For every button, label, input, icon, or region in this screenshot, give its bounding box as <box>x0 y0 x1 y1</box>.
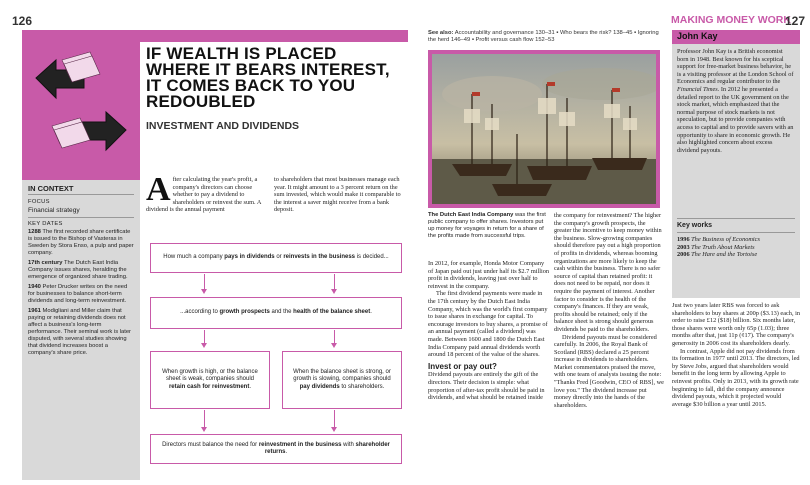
caption-text: was the first public company to offer shares. Investors put up money for voyages in return for a share of the profits made from successful trips. <box>428 212 546 239</box>
section-heading: Invest or pay out? <box>428 361 497 371</box>
focus-label: FOCUS <box>28 199 50 205</box>
subheadline: INVESTMENT AND DIVIDENDS <box>146 120 300 132</box>
key-work: 2003 The Truth About Markets <box>677 243 755 251</box>
painting-ships-image <box>432 54 656 204</box>
key-date-text: The Dutch East India Company issues shares, heralding the emergence of organized share trading. <box>28 260 128 280</box>
flow-box-criteria: ...according to growth prospects and the health of the balance sheet. <box>150 297 402 329</box>
bio-text-italic: Financial Times <box>677 85 718 93</box>
flow-box-balance: Directors must balance the need for reinvestment in the business with shareholder returns. <box>150 434 402 464</box>
flow-box-pay: When the balance sheet is strong, or growth is slowing, companies should pay dividends to shareholders. <box>282 351 402 409</box>
focus-value: Financial strategy <box>28 207 80 214</box>
caption-title: The Dutch East India Company <box>428 212 514 218</box>
divider <box>28 217 134 218</box>
paragraph: the company for reinvestment? The higher the company's growth prospects, the greater the incentive to keep money within the business. Slow-growing companies should therefore pay out a high proportion of profits in dividends, whereas booming organizations are more likely to keep the cash within the business. There is no safer source of capital than retained profit: it does not need to be repaid, nor does it require the payment of interest. Another factor to consider is the health of the company's finances. If they are weak, profits should be retained; only if the balance sheet is strong should generous dividends be paid to the shareholders. <box>554 212 662 333</box>
in-context-title: IN CONTEXT <box>28 184 74 193</box>
key-works-list <box>677 236 795 259</box>
key-dates-label: KEY DATES <box>28 221 63 227</box>
paragraph: In contrast, Apple did not pay dividends from its formation in 1977 until 2013. The directors, led by Steve Jobs, argued that shareholders would benefit in the long term by allowing Apple to reinvest profits. Only in 2013, with its growth rate beginning to fall, did the company announce dividend payouts, which it projected would average $30 billion a year until 2015. <box>672 347 800 408</box>
section-title: MAKING MONEY WORK <box>671 14 791 26</box>
flow-arrow <box>204 274 205 290</box>
paragraph: Dividend payouts are entirely the gift of the directors. Their decision is simple: what proportion of after-tax profit should be paid in dividends, and what should be retained inside <box>428 371 545 402</box>
headline-top-bar <box>140 30 408 42</box>
paragraph: Dividend payouts must be considered carefully. In 2006, the Royal Bank of Scotland (RBS) declared a 25 percent increase in dividends to shareholders. Market commentators praised the move, with one team of analysts issuing the note: "Thanks Fred [Goodwin, CEO of RBS], we love you." The dividend increase put money directly into the hands of the shareholders. <box>554 333 664 409</box>
key-dates-list <box>28 229 134 357</box>
flow-arrow <box>334 274 335 290</box>
page-number-right: 127 <box>785 14 806 28</box>
key-date-year: 1961 <box>28 308 41 314</box>
key-date-text: The first recorded share certificate is issued to the Bishop of Vasteras in Sweden by Stora Enso, a pulp and paper company. <box>28 229 134 256</box>
divider <box>677 218 795 219</box>
intro-column-1 <box>146 171 264 214</box>
intro-column-2: to shareholders that most businesses manage each year. It might amount to a 3 percent return on the sum invested, which would make it comparable to the interest a saver might receive from a bank deposit. <box>274 176 401 214</box>
key-date-year: 17th century <box>28 260 63 266</box>
body-column-2 <box>554 212 664 409</box>
headline-line: WHERE IT BEARS INTEREST, <box>146 60 390 79</box>
flow-box-retain: When growth is high, or the balance sheet is weak, companies should retain cash for reinvestment. <box>150 351 270 409</box>
key-work: 2006 The Hare and the Tortoise <box>677 251 758 259</box>
bio-text-part: Professor John Kay is a British economist born in 1948. Best known for his sceptical support for free-market business behavior, he is a visiting professor at the London School of Economics and regular contributor to the <box>677 48 794 86</box>
see-also-text: Accountability and governance 130–31 ▪ Who bears the risk? 138–45 ▪ Ignoring the herd 146–49 ▪ Profit versus cash flow 152–53 <box>428 30 659 44</box>
paragraph: Just two years later RBS was forced to ask shareholders to buy shares at 200p ($3.13) each, in order to raise £12 ($18) billion. Six months later, those shares were worth only 65p (1.03); three months after that, just 11p (¢17). The company's generosity in 2006 cost its shareholders dearly. <box>672 302 801 347</box>
paragraph: In 2012, for example, Honda Motor Company of Japan paid out just under half its $2.7 million profit in dividends, leaving just over half to reinvest in the company. <box>428 260 550 290</box>
headline <box>146 46 416 110</box>
key-work: 1996 The Business of Economics <box>677 236 760 243</box>
divider <box>28 194 134 195</box>
flow-box-decision: How much a company pays in dividends or reinvests in the business is decided... <box>150 243 402 273</box>
key-date-text: Modigliani and Miller claim that paying or retaining dividends does not affect a business's long-term performance. Their seminal work is later disputed, with several studies showing that dividend increases boost a company's share price. <box>28 308 131 356</box>
image-caption <box>428 212 550 240</box>
flow-arrow <box>334 330 335 344</box>
bio-text <box>677 48 795 154</box>
body-column-1 <box>428 260 550 402</box>
paragraph: The first dividend payments were made in the 17th century by the Dutch East India Company, which was the world's first company to issue shares in exchange for capital. To encourage investors to buy shares, a promise of an annual payment (called a dividend) was made. Between 1600 and 1800 the Dutch East India Company paid annual dividends worth around 18 percent of the value of the shares. <box>428 290 548 359</box>
key-date-entry <box>28 284 134 305</box>
divider <box>677 232 795 233</box>
key-date-entry <box>28 260 134 281</box>
key-date-year: 1288 <box>28 229 41 235</box>
see-also <box>428 30 660 44</box>
intro-text-1: fter calculating the year's profit, a company's directors can choose whether to pay a dividend to shareholders or reinvest the sum. A dividend is the annual payment <box>146 176 262 214</box>
flow-arrow <box>204 330 205 344</box>
key-date-text: Peter Drucker writes on the need for businesses to balance short-term dividends and long-term reinvestment. <box>28 284 128 304</box>
money-arrows-icon <box>22 30 140 180</box>
headline-line: REDOUBLED <box>146 92 256 111</box>
headline-line: IT COMES BACK TO YOU <box>146 76 356 95</box>
headline-line: IF WEALTH IS PLACED <box>146 44 337 63</box>
key-works-label: Key works <box>677 222 713 229</box>
page-number-left: 126 <box>12 14 33 28</box>
drop-cap: A <box>146 171 171 208</box>
key-date-entry <box>28 229 134 257</box>
key-date-entry <box>28 308 134 357</box>
body-column-3 <box>672 302 800 408</box>
bio-name: John Kay <box>677 31 718 41</box>
flow-arrow <box>204 410 205 428</box>
key-date-year: 1940 <box>28 284 41 290</box>
see-also-label: See also: <box>428 30 454 36</box>
bio-text-part: . In 2012 he presented a detailed report to the UK government on the stock market, which emphasized that the normal purpose of stock markets is not speculation, but to provide companies with access to capital and to provide savers with an opportunity to share in economic growth. He also highlighted concern about excess dividend payouts. <box>677 85 794 154</box>
flow-arrow <box>334 410 335 428</box>
